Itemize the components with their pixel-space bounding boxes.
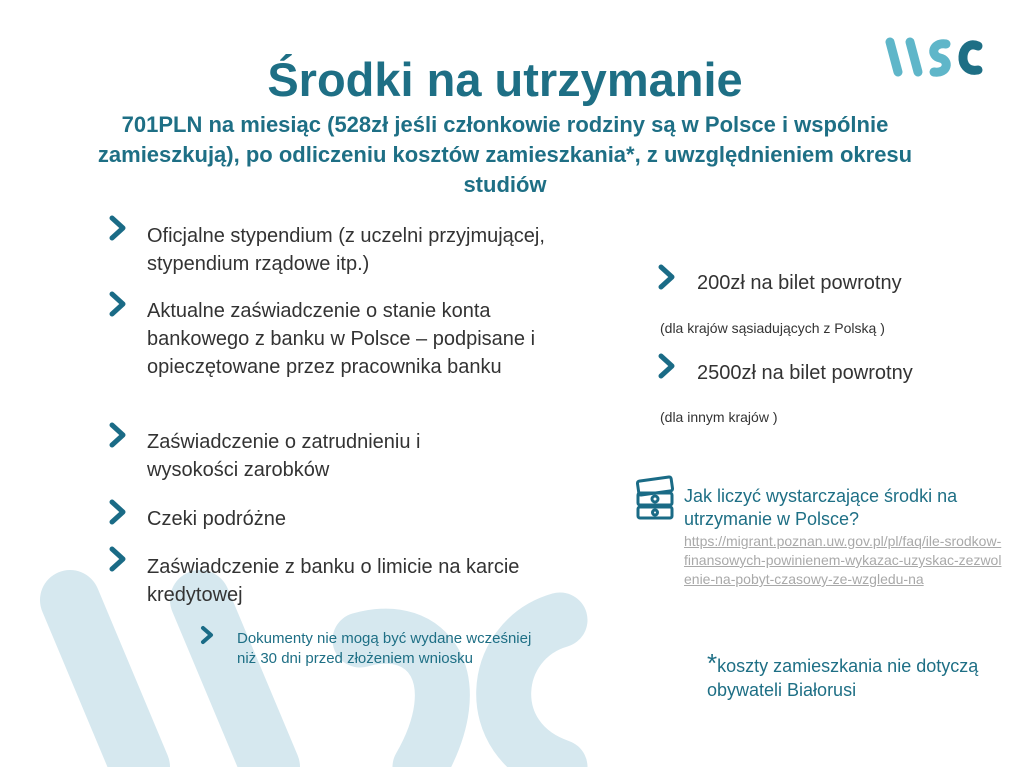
list-item-bank-statement: Aktualne zaświadczenie o stanie konta bankowego z banku w Polsce – podpisane i opieczętowane przez pracownika banku <box>147 300 536 378</box>
page-title: Środki na utrzymanie <box>267 53 743 106</box>
migrant-faq-link[interactable]: https://migrant.poznan.uw.gov.pl/pl/faq/ile-srodkow-finansowych-powinienem-wykazac-uzyskac-zezwolenie-na-pobyt-czasowy-ze-wzgledu-na <box>684 533 1002 587</box>
chevron-right-icon <box>107 498 129 526</box>
list-item-travel-cheques: Czeki podróżne <box>147 508 286 530</box>
chevron-right-icon <box>656 352 678 380</box>
ticket-neighbour-amount: 200zł na bilet powrotny <box>697 272 902 294</box>
documents-date-note: Dokumenty nie mogą być wydane wcześniej niż 30 dni przed złożeniem wniosku <box>237 630 532 667</box>
footnote-star: * <box>707 648 718 678</box>
banknotes-icon <box>632 475 678 521</box>
ticket-other-amount: 2500zł na bilet powrotny <box>697 362 913 384</box>
ticket-other-note: (dla innym krajów ) <box>660 409 778 425</box>
chevron-right-icon <box>199 625 215 645</box>
ticket-neighbour-note: (dla krajów sąsiadujących z Polską ) <box>660 320 885 336</box>
chevron-right-icon <box>107 421 129 449</box>
chevron-right-icon <box>107 290 129 318</box>
footnote-text: koszty zamieszkania nie dotyczą obywateli Białorusi <box>707 656 979 700</box>
footnote <box>707 648 1017 702</box>
list-item-employment: Zaświadczenie o zatrudnieniu i wysokości zarobków <box>147 431 421 481</box>
chevron-right-icon <box>107 545 129 573</box>
chevron-right-icon <box>107 214 129 242</box>
list-item-credit-limit: Zaświadczenie z banku o limicie na karcie kredytowej <box>147 556 520 606</box>
howto-question: Jak liczyć wystarczające środki na utrzymanie w Polsce? <box>684 486 958 529</box>
chevron-right-icon <box>656 263 678 291</box>
list-item-scholarship: Oficjalne stypendium (z uczelni przyjmującej, stypendium rządowe itp.) <box>147 225 545 275</box>
page-subtitle: 701PLN na miesiąc (528zł jeśli członkowie rodziny są w Polsce i wspólnie zamieszkują), po odliczeniu kosztów zamieszkania*, z uwzględnieniem okresu studiów <box>97 112 913 197</box>
